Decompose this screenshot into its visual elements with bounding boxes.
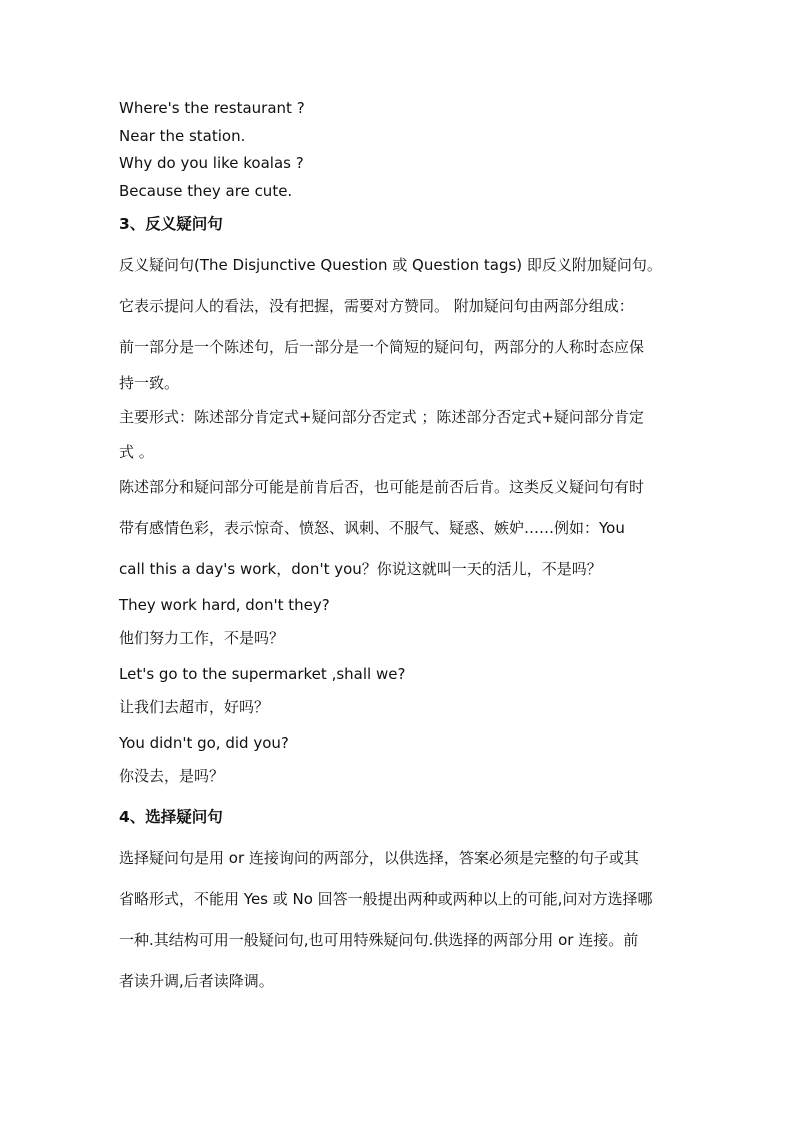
example-line-because: Because they are cute.	[119, 182, 293, 200]
section-3-example-line: 让我们去超市，好吗？	[119, 698, 270, 716]
section-3-example-line: Let's go to the supermarket ,shall we?	[119, 665, 406, 683]
section-4-heading: 4、选择疑问句	[119, 808, 223, 826]
section-4-line: 一种.其结构可用一般疑问句,也可用特殊疑问句.供选择的两部分用 or 连接。前	[119, 931, 639, 949]
section-3-form-line: 式 。	[119, 443, 154, 461]
example-line-why: Why do you like koalas ?	[119, 154, 304, 172]
section-4-line: 省略形式，不能用 Yes 或 No 回答一般提出两种或两种以上的可能,问对方选择哪	[119, 890, 653, 908]
section-3-intro-line: 前一部分是一个陈述句，后一部分是一个简短的疑问句，两部分的人称时态应保	[119, 338, 645, 356]
section-3-emotion-line: 陈述部分和疑问部分可能是前肯后否，也可能是前否后肯。这类反义疑问句有时	[119, 478, 645, 496]
example-line-near: Near the station.	[119, 127, 246, 145]
section-3-emotion-line: call this a day's work，don't you？你说这就叫一天的活儿，不是吗？	[119, 560, 602, 578]
section-3-intro-line: 它表示提问人的看法，没有把握，需要对方赞同。 附加疑问句由两部分组成：	[119, 297, 634, 315]
section-3-example-line: You didn't go, did you?	[119, 734, 289, 752]
section-3-example-line: 你没去，是吗？	[119, 767, 225, 785]
section-3-emotion-line: 带有感情色彩，表示惊奇、愤怒、讽刺、不服气、疑惑、嫉妒……例如：You	[119, 519, 625, 537]
section-3-example-line: 他们努力工作，不是吗？	[119, 629, 285, 647]
section-3-example-line: They work hard, don't they?	[119, 596, 330, 614]
example-line-where: Where's the restaurant ?	[119, 99, 305, 117]
section-3-heading: 3、反义疑问句	[119, 215, 223, 233]
section-3-intro-line: 持一致。	[119, 374, 180, 392]
section-3-form-line: 主要形式：陈述部分肯定式+疑问部分否定式 ；陈述部分否定式+疑问部分肯定	[119, 408, 644, 426]
section-4-line: 者读升调,后者读降调。	[119, 972, 274, 990]
section-4-line: 选择疑问句是用 or 连接询问的两部分，以供选择，答案必须是完整的句子或其	[119, 849, 639, 867]
section-3-intro-line: 反义疑问句(The Disjunctive Question 或 Question tags) 即反义附加疑问句。	[119, 256, 662, 274]
